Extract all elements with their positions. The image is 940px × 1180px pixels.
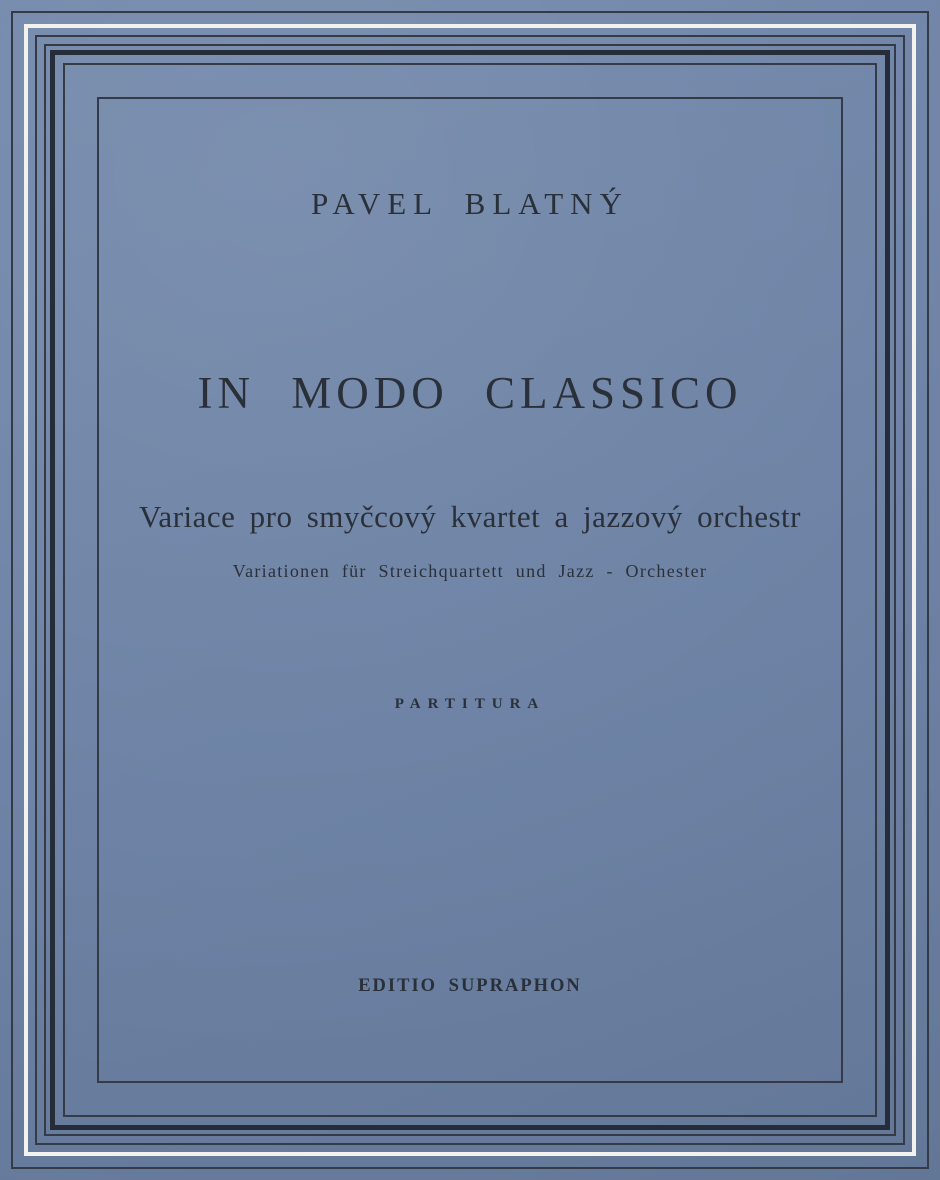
publisher-name: EDITIO SUPRAPHON [358,976,582,996]
score-format-label: PARTITURA [394,696,546,712]
composer-name: PAVEL BLATNÝ [311,186,629,221]
border-frame-inner-thin [97,97,843,1083]
work-title: IN MODO CLASSICO [197,368,743,418]
subtitle-czech: Variace pro smyčcový kvartet a jazzový orchestr [138,499,801,534]
subtitle-german: Variationen für Streichquartett und Jazz - Orchester [232,561,708,581]
